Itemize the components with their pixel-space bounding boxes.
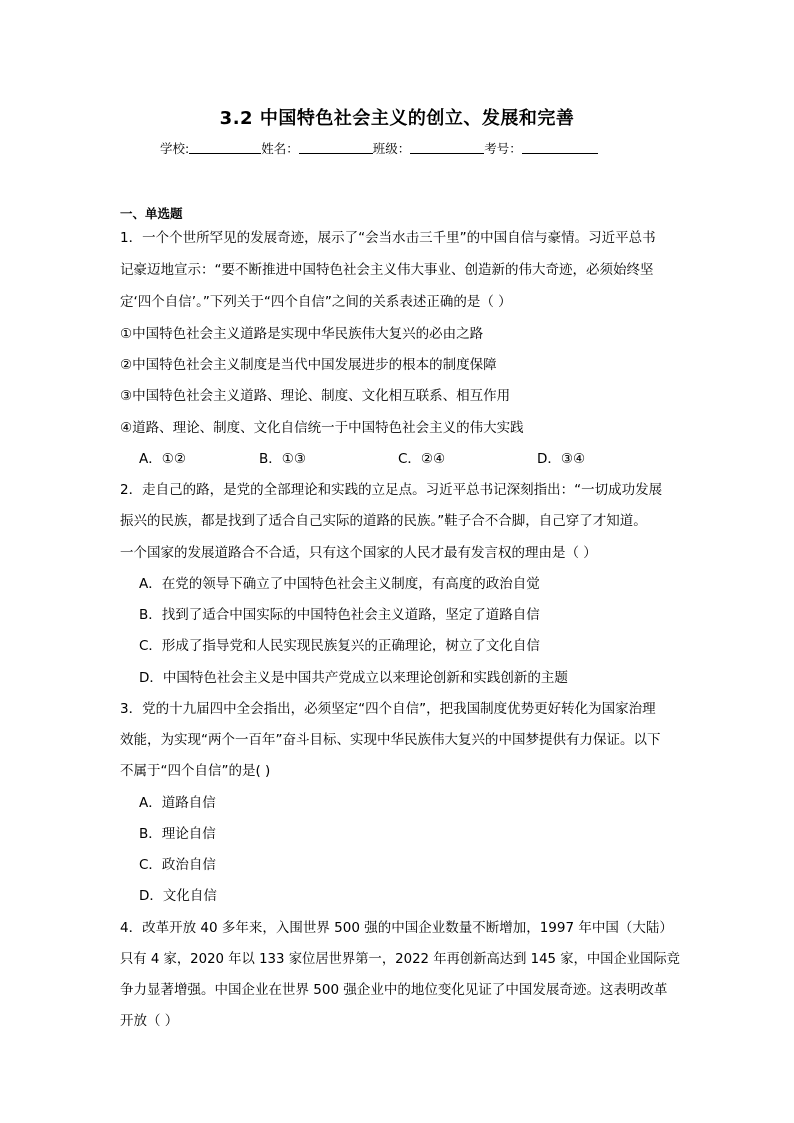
q1-statement-3: ③中国特色社会主义道路、理论、制度、文化相互联系、相互作用	[120, 388, 511, 404]
q1-option-b: B．①③	[259, 451, 306, 467]
class-blank	[410, 141, 484, 154]
q1-option-c: C．②④	[398, 451, 446, 467]
page-title: 3.2 中国特色社会主义的创立、发展和完善	[219, 108, 575, 129]
q3-option-a: A．道路自信	[139, 795, 216, 811]
q1-stem-line-2: 记豪迈地宣示：“要不断推进中国特色社会主义伟大事业、创造新的伟大奇迹，必须始终坚	[120, 262, 654, 278]
q3-stem-line-1: 3．党的十九届四中全会指出，必须坚定“四个自信”，把我国制度优势更好转化为国家治理	[120, 701, 656, 717]
q3-option-b: B．理论自信	[139, 826, 216, 842]
q4-stem-line-3: 争力显著增强。中国企业在世界 500 强企业中的地位变化见证了中国发展奇迹。这表明改革	[120, 982, 668, 998]
q1-option-d: D．③④	[537, 451, 586, 467]
q2-stem-line-2: 振兴的民族，都是找到了适合自己实际的道路的民族。”鞋子合不合脚，自己穿了才知道。	[120, 513, 647, 529]
q1-stem-line-1: 1．一个个世所罕见的发展奇迹，展示了“会当水击三千里”的中国自信与豪情。习近平总书	[120, 230, 656, 246]
q3-stem-line-2: 效能，为实现“两个一百年”奋斗目标、实现中华民族伟大复兴的中国梦提供有力保证。以下	[120, 732, 661, 748]
exam-no-blank	[522, 141, 598, 154]
q1-statement-4: ④道路、理论、制度、文化自信统一于中国特色社会主义的伟大实践	[120, 420, 524, 436]
q1-stem-line-3: 定‘四个自信’。”下列关于“四个自信”之间的关系表述正确的是（ ）	[120, 294, 512, 310]
q3-option-d: D．文化自信	[139, 888, 217, 904]
q3-stem-line-3: 不属于“四个自信”的是( )	[120, 763, 271, 779]
q2-option-c: C．形成了指导党和人民实现民族复兴的正确理论，树立了文化自信	[139, 638, 540, 654]
name-label: 姓名：	[261, 141, 299, 156]
q4-stem-line-4: 开放（ ）	[120, 1013, 179, 1029]
school-blank	[189, 141, 261, 154]
q2-option-a: A．在党的领导下确立了中国特色社会主义制度，有高度的政治自觉	[139, 576, 540, 592]
school-label: 学校:	[160, 141, 190, 156]
q2-option-d: D．中国特色社会主义是中国共产党成立以来理论创新和实践创新的主题	[139, 670, 568, 686]
q4-stem-line-1: 4．改革开放 40 多年来，入围世界 500 强的中国企业数量不断增加，1997 年中国（大陆）	[120, 920, 673, 936]
section-heading: 一、单选题	[120, 206, 183, 221]
q4-stem-line-2: 只有 4 家，2020 年以 133 家位居世界第一，2022 年再创新高达到 145 家，中国企业国际竞	[120, 951, 680, 967]
student-info-line	[160, 139, 598, 157]
q1-statement-1: ①中国特色社会主义道路是实现中华民族伟大复兴的必由之路	[120, 326, 484, 342]
exam-no-label: 考号：	[484, 141, 522, 156]
class-label: 班级：	[372, 141, 411, 156]
name-blank	[299, 141, 373, 154]
q1-option-a: A．①②	[139, 451, 186, 467]
q1-statement-2: ②中国特色社会主义制度是当代中国发展进步的根本的制度保障	[120, 357, 497, 373]
q2-stem-line-3: 一个国家的发展道路合不合适，只有这个国家的人民才最有发言权的理由是（ ）	[120, 545, 597, 561]
q2-option-b: B．找到了适合中国实际的中国特色社会主义道路，坚定了道路自信	[139, 607, 540, 623]
q2-stem-line-1: 2．走自己的路，是党的全部理论和实践的立足点。习近平总书记深刻指出：“一切成功发展	[120, 482, 663, 498]
q3-option-c: C．政治自信	[139, 857, 216, 873]
